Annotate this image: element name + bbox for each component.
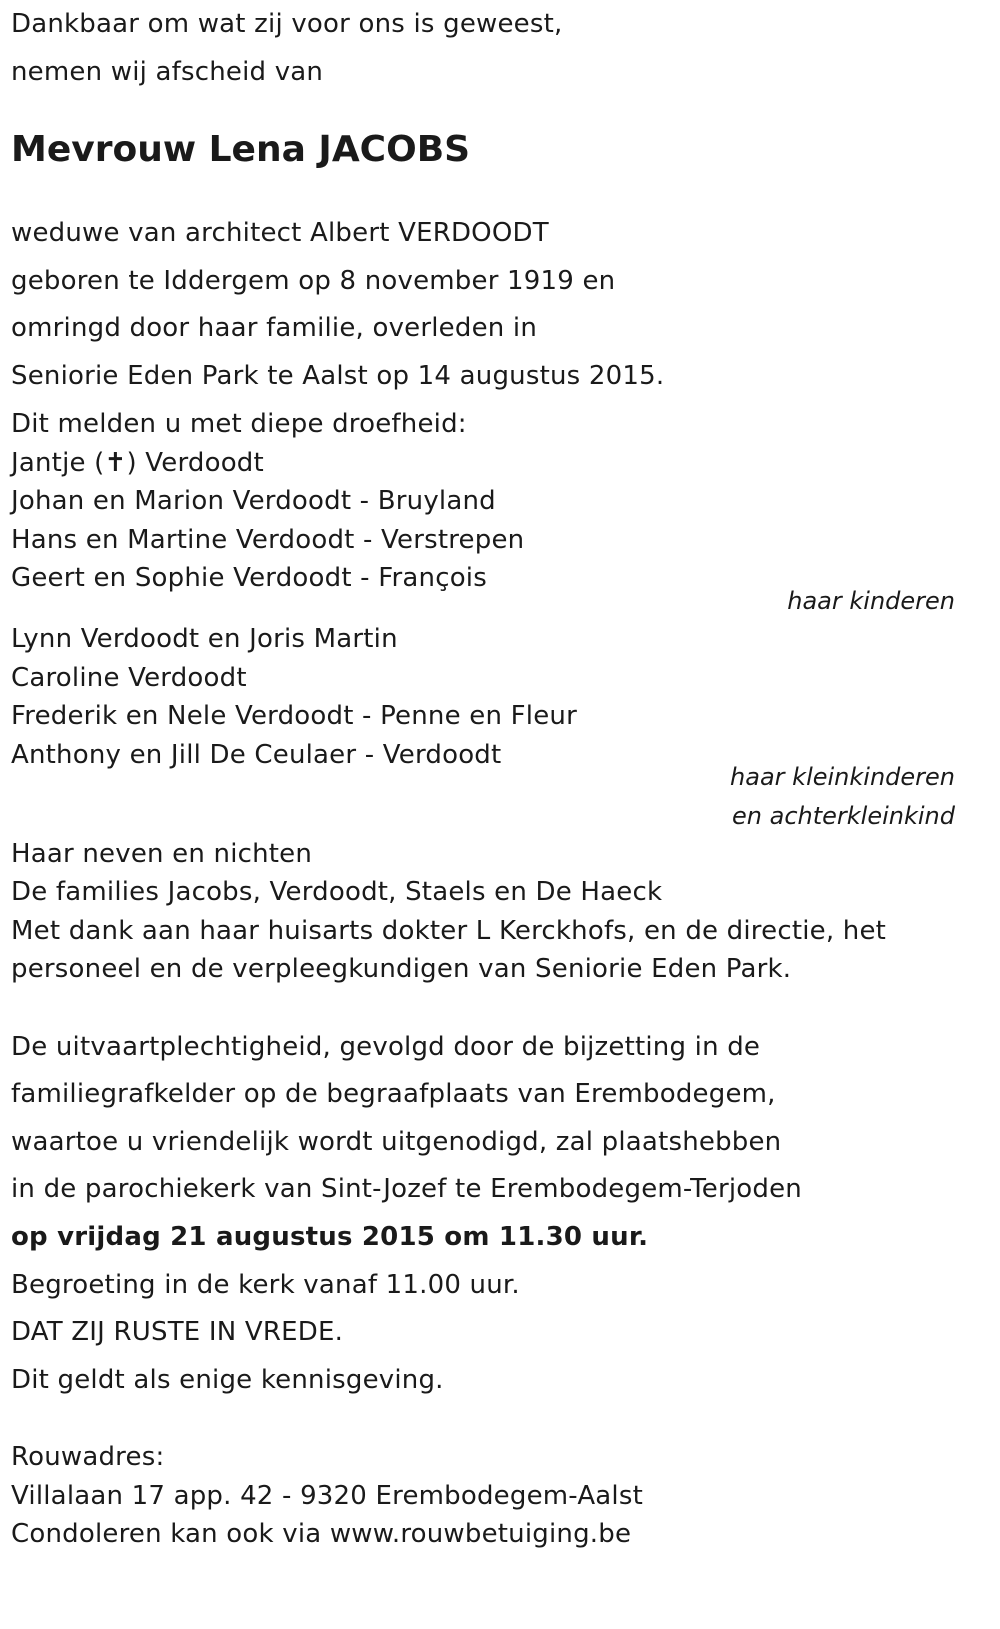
grandchild-entry: Anthony en Jill De Ceulaer - Verdoodt xyxy=(11,740,502,770)
child-entry: Geert en Sophie Verdoodt - François xyxy=(11,563,487,593)
address-street: Villalaan 17 app. 42 - 9320 Erembodegem-Aalst xyxy=(11,1481,643,1511)
announcement: Dit melden u met diepe droefheid: xyxy=(11,409,467,439)
deceased-name: Mevrouw Lena JACOBS xyxy=(11,129,471,170)
family-line: Haar neven en nichten xyxy=(11,839,313,869)
ceremony-line: waartoe u vriendelijk wordt uitgenodigd, zal plaatshebben xyxy=(11,1127,782,1157)
bio-line: geboren te Iddergem op 8 november 1919 en xyxy=(11,266,616,296)
family-line: De families Jacobs, Verdoodt, Staels en De Haeck xyxy=(11,877,663,907)
closing-line: Begroeting in de kerk vanaf 11.00 uur. xyxy=(11,1270,520,1300)
child-entry: Hans en Martine Verdoodt - Verstrepen xyxy=(11,525,525,555)
bio-line: omringd door haar familie, overleden in xyxy=(11,313,538,343)
child-entry: Jantje (✝) Verdoodt xyxy=(11,448,264,478)
grandchild-entry: Frederik en Nele Verdoodt - Penne en Fleur xyxy=(11,701,577,731)
ceremony-date: op vrijdag 21 augustus 2015 om 11.30 uur. xyxy=(11,1222,649,1252)
grandchildren-label-line-2: en achterkleinkind xyxy=(732,802,955,830)
children-label: haar kinderen xyxy=(787,587,955,615)
ceremony-line: in de parochiekerk van Sint-Jozef te Erembodegem-Terjoden xyxy=(11,1174,802,1204)
bio-line: Seniorie Eden Park te Aalst op 14 augustus 2015. xyxy=(11,361,665,391)
intro-line-1: Dankbaar om wat zij voor ons is geweest, xyxy=(11,9,563,39)
grandchild-entry: Lynn Verdoodt en Joris Martin xyxy=(11,624,398,654)
closing-line: DAT ZIJ RUSTE IN VREDE. xyxy=(11,1317,344,1347)
family-line: personeel en de verpleegkundigen van Seniorie Eden Park. xyxy=(11,954,792,984)
intro-line-2: nemen wij afscheid van xyxy=(11,57,324,87)
address-label: Rouwadres: xyxy=(11,1442,165,1472)
condolence-line: Condoleren kan ook via www.rouwbetuiging.be xyxy=(11,1519,632,1549)
grandchild-entry: Caroline Verdoodt xyxy=(11,663,247,693)
grandchildren-label-line-1: haar kleinkinderen xyxy=(730,763,955,791)
ceremony-line: De uitvaartplechtigheid, gevolgd door de bijzetting in de xyxy=(11,1032,761,1062)
family-line: Met dank aan haar huisarts dokter L Kerckhofs, en de directie, het xyxy=(11,916,887,946)
closing-line: Dit geldt als enige kennisgeving. xyxy=(11,1365,444,1395)
ceremony-line: familiegrafkelder op de begraafplaats van Erembodegem, xyxy=(11,1079,776,1109)
child-entry: Johan en Marion Verdoodt - Bruyland xyxy=(11,486,496,516)
bio-line: weduwe van architect Albert VERDOODT xyxy=(11,218,549,248)
